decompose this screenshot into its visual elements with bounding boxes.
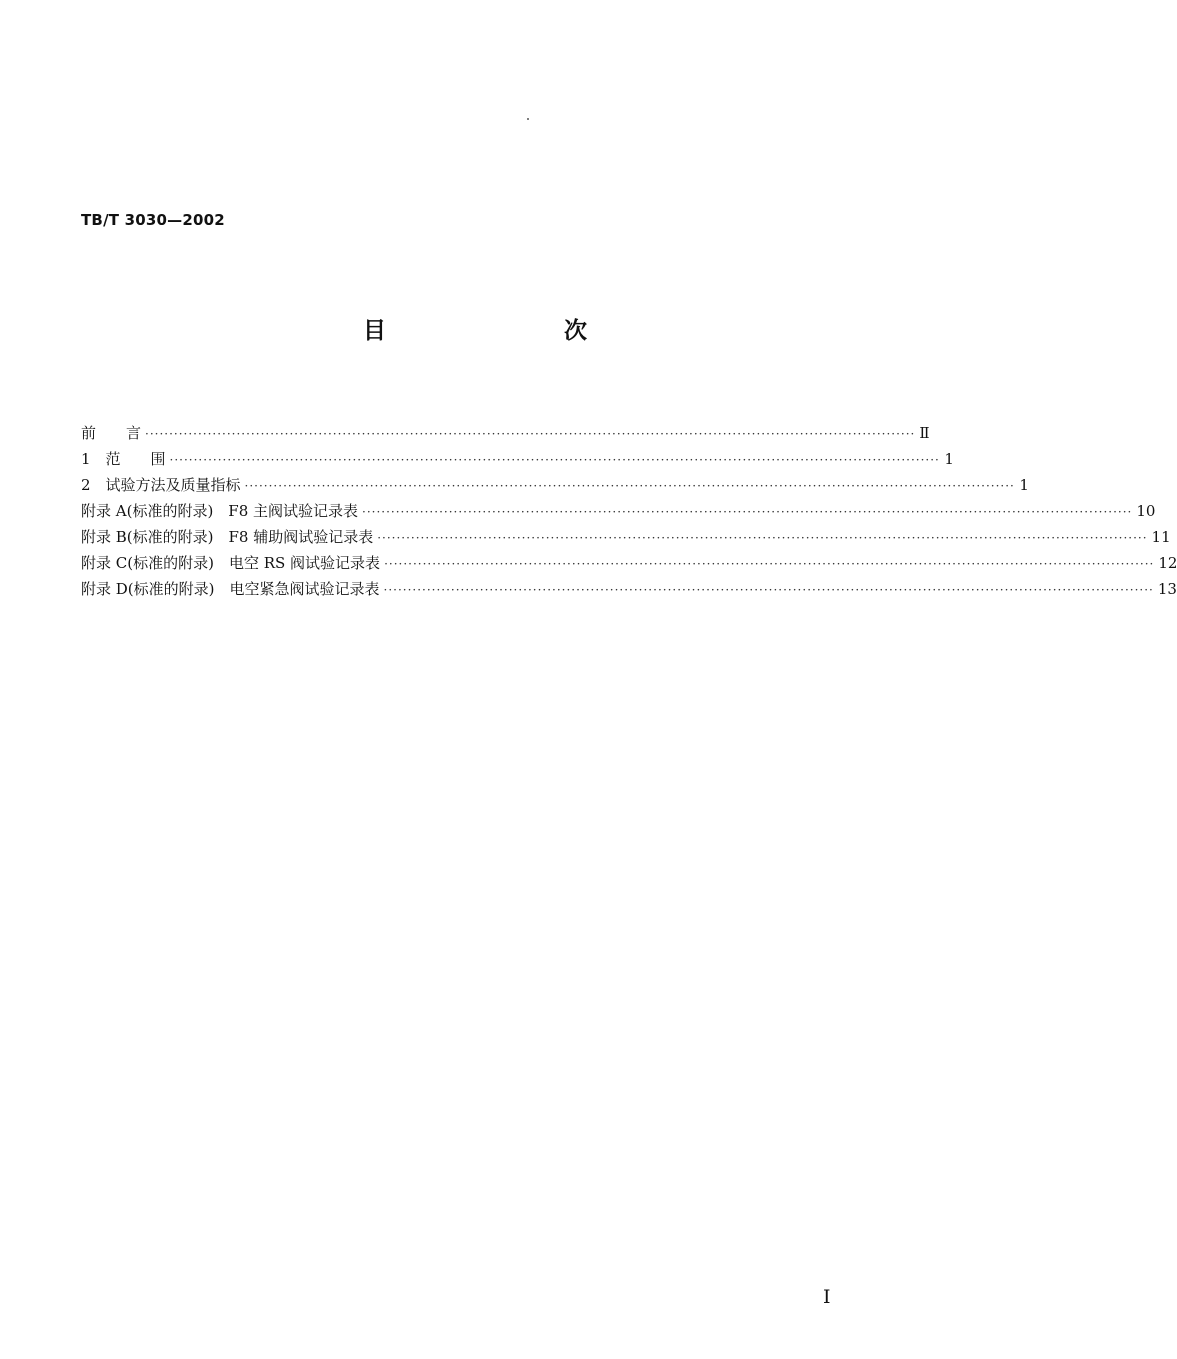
toc-entry-label: 附录 B(标准的附录) F8 辅助阀试验记录表: [81, 528, 374, 546]
toc-entry-page: Ⅱ: [919, 424, 930, 442]
toc-entry-label: 前 言: [81, 424, 142, 442]
table-of-contents: [81, 420, 1177, 602]
toc-leader-dots: ································································································································································: [145, 427, 916, 441]
toc-entry[interactable]: [81, 576, 1177, 602]
toc-entry[interactable]: [81, 420, 930, 446]
page-title: 目 次: [363, 318, 631, 344]
toc-entry-label: 附录 C(标准的附录) 电空 RS 阀试验记录表: [81, 554, 381, 572]
toc-leader-dots: ································································································································································: [362, 505, 1133, 519]
toc-entry-label: 附录 D(标准的附录) 电空紧急阀试验记录表: [81, 580, 380, 598]
page-number: I: [823, 1286, 831, 1308]
toc-entry-label: 2 试验方法及质量指标: [81, 476, 241, 494]
scan-speck: [527, 118, 529, 120]
toc-entry-page: 11: [1151, 528, 1171, 546]
toc-entry-page: 1: [1019, 476, 1029, 494]
toc-entry[interactable]: [81, 446, 954, 472]
toc-entry-page: 10: [1136, 502, 1156, 520]
toc-entry[interactable]: [81, 524, 1171, 550]
toc-entry[interactable]: [81, 550, 1177, 576]
toc-leader-dots: ································································································································································: [377, 531, 1148, 545]
toc-entry-page: 12: [1158, 554, 1177, 572]
toc-leader-dots: ································································································································································: [244, 479, 1015, 493]
toc-entry-page: 13: [1157, 580, 1177, 598]
toc-leader-dots: ································································································································································: [169, 453, 940, 467]
toc-entry-label: 附录 A(标准的附录) F8 主阀试验记录表: [81, 502, 359, 520]
toc-entry[interactable]: [81, 472, 1029, 498]
toc-leader-dots: ································································································································································: [383, 583, 1154, 597]
toc-entry[interactable]: [81, 498, 1156, 524]
standard-number: TB/T 3030—2002: [81, 211, 225, 229]
toc-entry-page: 1: [944, 450, 954, 468]
toc-leader-dots: ································································································································································: [384, 557, 1155, 571]
toc-entry-label: 1 范 围: [81, 450, 166, 468]
